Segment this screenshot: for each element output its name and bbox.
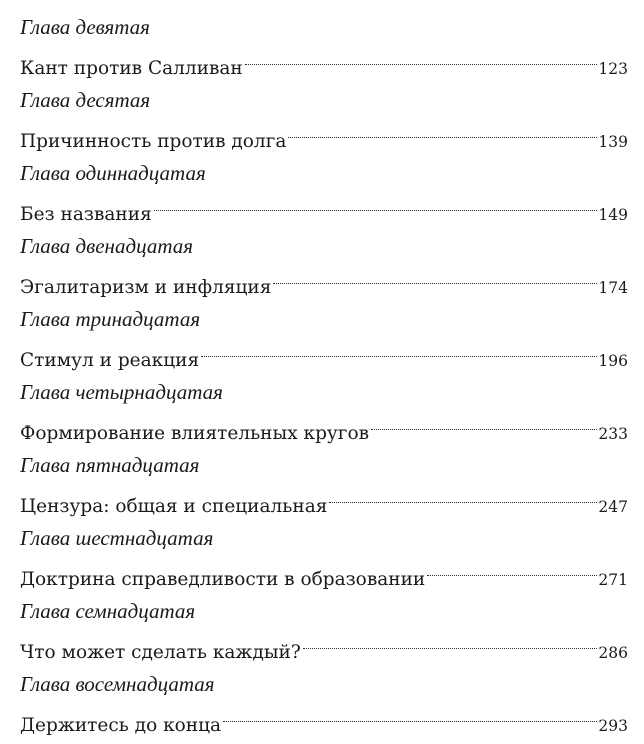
chapter-label: Глава восемнадцатая <box>20 672 215 696</box>
chapter-title-row[interactable] <box>20 40 628 79</box>
chapter-label: Глава двенадцатая <box>20 234 194 258</box>
dot-leader <box>223 697 597 731</box>
table-of-contents <box>20 14 628 744</box>
dot-leader <box>427 551 597 585</box>
dot-leader <box>288 113 597 147</box>
dot-leader <box>371 405 597 439</box>
chapter-title-row[interactable] <box>20 624 628 663</box>
chapter-label: Глава семнадцатая <box>20 599 196 623</box>
chapter-title-row[interactable] <box>20 478 628 517</box>
page-number[interactable]: 139 <box>598 133 628 151</box>
dot-leader <box>201 332 597 366</box>
page-number[interactable]: 293 <box>598 717 628 735</box>
dot-leader <box>303 624 598 658</box>
page-number[interactable]: 149 <box>598 206 628 224</box>
dot-leader <box>245 40 598 74</box>
chapter-title-row[interactable] <box>20 332 628 371</box>
toc-entry <box>20 379 628 452</box>
toc-entry <box>20 452 628 525</box>
chapter-title[interactable]: Кант против Салливан <box>20 58 243 79</box>
chapter-label: Глава девятая <box>20 15 150 39</box>
page-number[interactable]: 233 <box>598 425 628 443</box>
dot-leader <box>154 186 598 220</box>
chapter-title[interactable]: Без названия <box>20 204 152 225</box>
dot-leader <box>329 478 597 512</box>
chapter-label: Глава десятая <box>20 88 151 112</box>
page-number[interactable]: 247 <box>598 498 628 516</box>
chapter-label: Глава пятнадцатая <box>20 453 200 477</box>
chapter-title-row[interactable] <box>20 551 628 590</box>
toc-entry <box>20 87 628 160</box>
toc-entry <box>20 598 628 671</box>
dot-leader <box>273 259 597 293</box>
toc-entry <box>20 160 628 233</box>
chapter-label: Глава четырнадцатая <box>20 380 223 404</box>
toc-entry <box>20 306 628 379</box>
toc-entry <box>20 233 628 306</box>
chapter-title[interactable]: Что может сделать каждый? <box>20 642 301 663</box>
toc-entry <box>20 525 628 598</box>
chapter-label: Глава шестнадцатая <box>20 526 214 550</box>
chapter-title-row[interactable] <box>20 113 628 152</box>
toc-entry <box>20 671 628 744</box>
chapter-title[interactable]: Цензура: общая и специальная <box>20 496 328 517</box>
chapter-label: Глава одиннадцатая <box>20 161 206 185</box>
page-number[interactable]: 286 <box>598 644 628 662</box>
page-number[interactable]: 271 <box>598 571 628 589</box>
chapter-title[interactable]: Формирование влиятельных кругов <box>20 423 370 444</box>
page-number[interactable]: 174 <box>598 279 628 297</box>
chapter-title-row[interactable] <box>20 697 628 736</box>
chapter-title-row[interactable] <box>20 186 628 225</box>
chapter-title[interactable]: Стимул и реакция <box>20 350 200 371</box>
chapter-label: Глава тринадцатая <box>20 307 201 331</box>
chapter-title[interactable]: Эгалитаризм и инфляция <box>20 277 272 298</box>
chapter-title-row[interactable] <box>20 405 628 444</box>
page-number[interactable]: 196 <box>598 352 628 370</box>
chapter-title[interactable]: Причинность против долга <box>20 131 287 152</box>
page-number[interactable]: 123 <box>598 60 628 78</box>
chapter-title-row[interactable] <box>20 259 628 298</box>
chapter-title[interactable]: Держитесь до конца <box>20 715 222 736</box>
toc-entry <box>20 14 628 87</box>
chapter-title[interactable]: Доктрина справедливости в образовании <box>20 569 426 590</box>
